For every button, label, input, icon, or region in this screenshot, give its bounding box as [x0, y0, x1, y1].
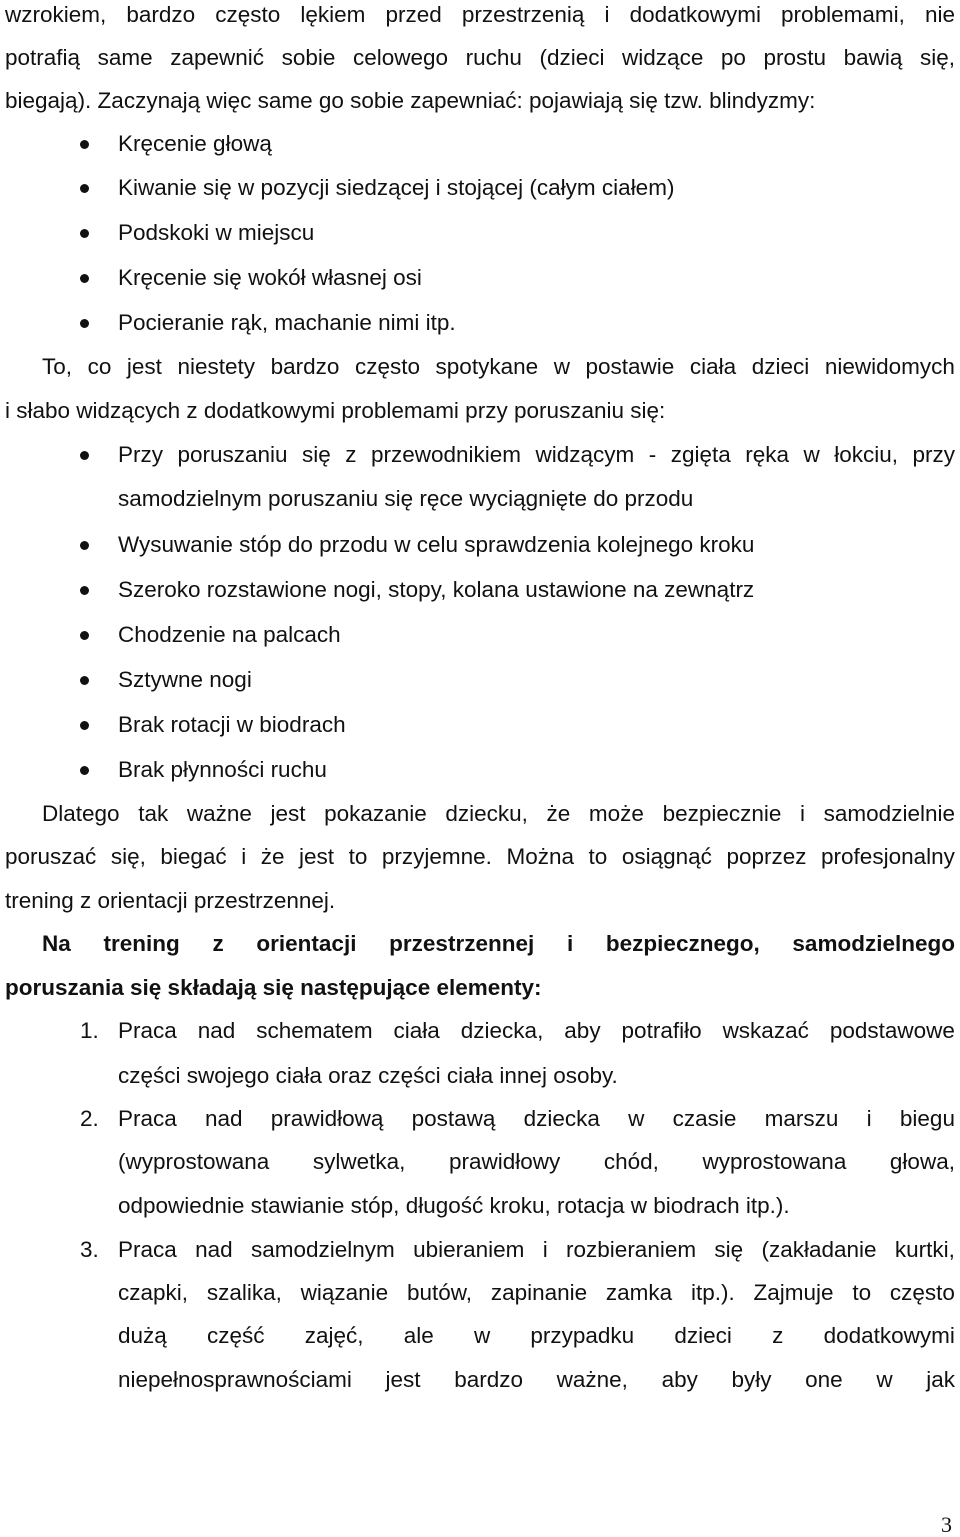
paragraph-line: [5, 44, 955, 72]
numbered-item-line: [118, 1105, 955, 1133]
word: kurtki,: [894, 1237, 955, 1262]
word: nad: [205, 1106, 243, 1131]
word: aby: [564, 1018, 601, 1043]
word: przewodnikiem: [370, 442, 522, 467]
word: potrafiło: [621, 1018, 702, 1043]
word: i: [241, 844, 247, 869]
bullet-icon: [80, 451, 89, 460]
word: -: [648, 442, 657, 467]
word: były: [731, 1367, 772, 1392]
word: same: [97, 45, 153, 70]
word: z: [212, 931, 224, 956]
numbered-item-line: [118, 1279, 955, 1307]
word: niewidomych: [824, 354, 955, 379]
paragraph-line: i słabo widzących z dodatkowymi problemami przy poruszaniu się:: [5, 398, 666, 423]
numbered-item-line: [118, 1236, 955, 1264]
word: samodzielnym: [250, 1237, 395, 1262]
bullet-item: Kiwanie się w pozycji siedzącej i stojącej (całym ciałem): [118, 175, 675, 200]
numbered-item-line: [118, 1366, 955, 1394]
word: w: [553, 354, 570, 379]
word: nie: [924, 2, 955, 27]
word: prawidłową: [270, 1106, 384, 1131]
word: w: [876, 1367, 893, 1392]
word: to: [348, 844, 368, 869]
bullet-icon: [80, 274, 89, 283]
word: itp.).: [690, 1280, 735, 1305]
word: samodzielnego: [792, 931, 955, 956]
word: część: [207, 1323, 265, 1348]
word: rozbieraniem: [566, 1237, 697, 1262]
bullet-item: Kręcenie głową: [118, 131, 272, 156]
word: marszu: [764, 1106, 839, 1131]
word: Praca: [118, 1237, 177, 1262]
word: zapewnić: [170, 45, 265, 70]
word: Praca: [118, 1106, 177, 1131]
word: ręka: [745, 442, 790, 467]
word: widzące: [622, 45, 704, 70]
word: biegać: [160, 844, 227, 869]
word: przy: [912, 442, 955, 467]
bullet-icon: [80, 586, 89, 595]
word: dużą: [118, 1323, 167, 1348]
bullet-item: samodzielnym poruszaniu się ręce wyciągnięte do przodu: [118, 486, 694, 511]
word: czasie: [672, 1106, 737, 1131]
word: nad: [197, 1018, 236, 1043]
bullet-item: Chodzenie na palcach: [118, 622, 341, 647]
bullet-item: Kręcenie się wokół własnej osi: [118, 265, 422, 290]
word: samodzielnie: [823, 801, 955, 826]
word: i: [800, 801, 806, 826]
word: że: [260, 844, 285, 869]
word: często: [889, 1280, 955, 1305]
word: się: [302, 442, 331, 467]
bullet-icon: [80, 631, 89, 640]
paragraph-line: trening z orientacji przestrzennej.: [5, 888, 336, 913]
word: często: [215, 2, 281, 27]
word: ubieraniem: [413, 1237, 525, 1262]
word: jak: [926, 1367, 955, 1392]
word: się,: [110, 844, 146, 869]
word: ruchu: [465, 45, 522, 70]
bullet-item: Brak płynności ruchu: [118, 757, 327, 782]
word: to: [588, 844, 608, 869]
word: zgięta: [670, 442, 731, 467]
word: z: [345, 442, 357, 467]
word: zamka: [605, 1280, 673, 1305]
word: sobie: [281, 45, 336, 70]
numbered-item-line: odpowiednie stawianie stóp, długość kroku, rotacja w biodrach itp.).: [118, 1193, 790, 1218]
word: pokazanie: [324, 801, 427, 826]
word: jest: [299, 844, 335, 869]
word: butów,: [406, 1280, 473, 1305]
word: jest: [270, 801, 306, 826]
word: (zakładanie: [761, 1237, 877, 1262]
word: się,: [919, 45, 955, 70]
word: prawidłowy: [449, 1149, 561, 1174]
bullet-icon: [80, 319, 89, 328]
word: i: [604, 2, 610, 27]
word: wzrokiem,: [5, 2, 107, 27]
word: po: [720, 45, 746, 70]
paragraph-line: [42, 353, 955, 381]
word: trening: [103, 931, 180, 956]
word: tak: [138, 801, 169, 826]
word: poruszaniu: [177, 442, 288, 467]
word: i: [542, 1237, 548, 1262]
word: w: [473, 1323, 491, 1348]
word: bardzo: [454, 1367, 523, 1392]
word: sylwetka,: [312, 1149, 406, 1174]
word: wskazać: [722, 1018, 809, 1043]
bullet-icon: [80, 676, 89, 685]
word: zapinanie: [490, 1280, 588, 1305]
word: przed: [385, 2, 442, 27]
bullet-icon: [80, 541, 89, 550]
word: ale: [403, 1323, 434, 1348]
paragraph-line: [42, 800, 955, 828]
word: głowa,: [889, 1149, 955, 1174]
word: Dlatego: [42, 801, 120, 826]
word: ważne,: [556, 1367, 628, 1392]
word: lękiem: [300, 2, 366, 27]
word: niestety: [177, 354, 256, 379]
word: w: [803, 442, 820, 467]
word: bezpiecznie: [662, 801, 782, 826]
word: może: [588, 801, 644, 826]
bullet-icon: [80, 229, 89, 238]
word: dodatkowymi: [629, 2, 761, 27]
word: w: [628, 1106, 645, 1131]
word: wyprostowana: [702, 1149, 847, 1174]
word: że: [546, 801, 571, 826]
bullet-icon: [80, 140, 89, 149]
word: zajęć,: [304, 1323, 364, 1348]
word: chód,: [603, 1149, 659, 1174]
word: bezpiecznego,: [605, 931, 760, 956]
word: dziecku,: [445, 801, 528, 826]
word: Zajmuje: [753, 1280, 834, 1305]
word: dziecka: [523, 1106, 600, 1131]
word: spotykane: [435, 354, 539, 379]
word: niepełnosprawnościami: [118, 1367, 352, 1392]
word: poprzez: [726, 844, 807, 869]
list-number: 3.: [80, 1237, 99, 1262]
word: i: [566, 931, 574, 956]
paragraph-line: [5, 1, 955, 29]
word: wiązanie: [300, 1280, 389, 1305]
section-heading: [42, 930, 955, 958]
bullet-icon: [80, 721, 89, 730]
numbered-item-line: [118, 1017, 955, 1045]
word: dzieci: [674, 1323, 732, 1348]
word: ciała: [393, 1018, 440, 1043]
word: ciała: [689, 354, 737, 379]
word: widzącym: [535, 442, 635, 467]
word: bawią: [843, 45, 903, 70]
word: przyjemne.: [381, 844, 492, 869]
paragraph-line: [5, 843, 955, 871]
bullet-item: Pocieranie rąk, machanie nimi itp.: [118, 310, 456, 335]
word: Można: [506, 844, 575, 869]
word: dziecka,: [460, 1018, 544, 1043]
bullet-item: Brak rotacji w biodrach: [118, 712, 346, 737]
word: To,: [42, 354, 73, 379]
word: biegu: [899, 1106, 955, 1131]
bullet-icon: [80, 184, 89, 193]
word: nad: [195, 1237, 233, 1262]
word: osiągnąć: [621, 844, 712, 869]
numbered-item-line: części swojego ciała oraz części ciała innej osoby.: [118, 1063, 618, 1088]
word: podstawowe: [829, 1018, 955, 1043]
word: z: [772, 1323, 784, 1348]
bullet-item: [118, 441, 955, 469]
word: (dzieci: [539, 45, 605, 70]
word: przestrzenią: [461, 2, 585, 27]
word: i: [866, 1106, 872, 1131]
word: one: [805, 1367, 843, 1392]
word: orientacji: [256, 931, 357, 956]
word: bardzo: [126, 2, 196, 27]
bullet-item: Wysuwanie stóp do przodu w celu sprawdzenia kolejnego kroku: [118, 532, 755, 557]
word: postawą: [411, 1106, 496, 1131]
numbered-item-line: [118, 1322, 955, 1350]
word: ważne: [186, 801, 252, 826]
word: Na: [42, 931, 71, 956]
word: celowego: [352, 45, 449, 70]
word: bardzo: [270, 354, 340, 379]
word: szalika,: [206, 1280, 282, 1305]
word: Praca: [118, 1018, 177, 1043]
word: czapki,: [118, 1280, 189, 1305]
section-heading: poruszania się składają się następujące elementy:: [5, 975, 542, 1000]
bullet-item: Podskoki w miejscu: [118, 220, 315, 245]
list-number: 2.: [80, 1106, 99, 1131]
word: aby: [661, 1367, 698, 1392]
list-number: 1.: [80, 1018, 99, 1043]
word: się: [714, 1237, 744, 1262]
numbered-item-line: [118, 1148, 955, 1176]
word: prostu: [763, 45, 827, 70]
word: profesjonalny: [821, 844, 955, 869]
word: to: [852, 1280, 872, 1305]
word: schematem: [256, 1018, 373, 1043]
word: problemami,: [781, 2, 905, 27]
word: potrafią: [5, 45, 81, 70]
word: często: [354, 354, 420, 379]
word: postawie: [585, 354, 675, 379]
page-number: 3: [941, 1512, 952, 1537]
word: łokciu,: [834, 442, 898, 467]
word: przestrzennej: [389, 931, 535, 956]
word: jest: [126, 354, 162, 379]
word: dodatkowymi: [823, 1323, 955, 1348]
word: (wyprostowana: [118, 1149, 270, 1174]
word: co: [87, 354, 112, 379]
word: poruszać: [5, 844, 97, 869]
bullet-item: Sztywne nogi: [118, 667, 252, 692]
paragraph-line: biegają). Zaczynają więc same go sobie zapewniać: pojawiają się tzw. blindyzmy:: [5, 88, 816, 113]
bullet-item: Szeroko rozstawione nogi, stopy, kolana ustawione na zewnątrz: [118, 577, 755, 602]
word: jest: [385, 1367, 421, 1392]
word: przypadku: [530, 1323, 635, 1348]
bullet-icon: [80, 766, 89, 775]
word: Przy: [118, 442, 163, 467]
word: dzieci: [751, 354, 810, 379]
